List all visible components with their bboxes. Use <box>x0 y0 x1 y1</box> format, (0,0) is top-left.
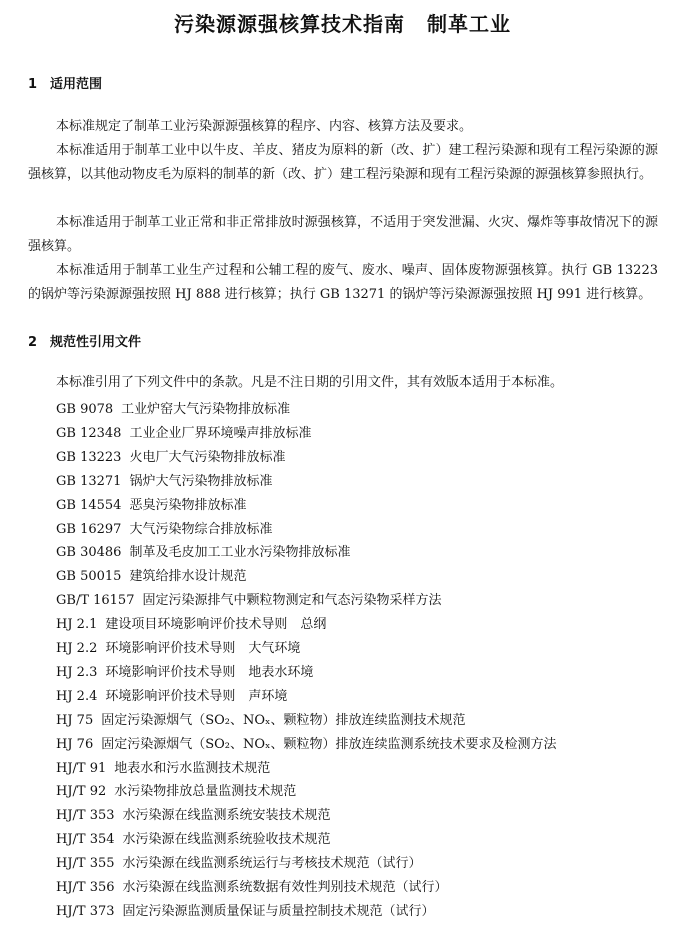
document-title <box>0 8 685 37</box>
reference-item <box>56 422 311 441</box>
reference-item <box>56 804 331 823</box>
reference-item <box>56 685 287 704</box>
reference-item <box>56 541 350 560</box>
reference-item <box>56 900 435 919</box>
reference-code: HJ 75 <box>56 712 94 728</box>
section-1-title: 适用范围 <box>50 77 103 92</box>
reference-item <box>56 876 448 895</box>
reference-code: HJ 2.3 <box>56 664 98 680</box>
reference-item <box>56 733 557 752</box>
reference-title: 水污染源在线监测系统数据有效性判别技术规范（试行） <box>122 880 448 895</box>
reference-title: 恶臭污染物排放标准 <box>129 497 247 513</box>
reference-code: HJ/T 353 <box>56 808 115 824</box>
reference-code: GB 30486 <box>56 545 122 561</box>
reference-code: HJ 76 <box>56 736 94 752</box>
reference-code: HJ 2.4 <box>56 688 98 704</box>
section-2-title: 规范性引用文件 <box>50 335 142 350</box>
reference-title: 固定污染源烟气（SO₂、NOₓ、颗粒物）排放连续监测技术规范 <box>101 712 466 728</box>
reference-item <box>56 852 422 871</box>
section-1-paragraph: 本标准适用于制革工业中以牛皮、羊皮、猪皮为原料的新（改、扩）建工程污染源和现有工程污染源的源强核算，以其他动物皮毛为原料的制革的新（改、扩）建工程污染源和现有工程污染源的源强核算参照执行。 <box>28 143 658 182</box>
reference-code: GB 12348 <box>56 425 122 441</box>
reference-title: 环境影响评价技术导则 声环境 <box>105 688 288 704</box>
reference-item <box>56 757 270 776</box>
reference-code: GB 16297 <box>56 521 122 537</box>
reference-title: 固定污染源烟气（SO₂、NOₓ、颗粒物）排放连续监测系统技术要求及检测方法 <box>101 736 557 752</box>
reference-title: 火电厂大气污染物排放标准 <box>129 449 286 465</box>
reference-code: GB 14554 <box>56 497 122 513</box>
section-1-paragraph: 本标准规定了制革工业污染源源强核算的程序、内容、核算方法及要求。 <box>56 119 473 134</box>
reference-code: HJ/T 91 <box>56 760 107 776</box>
section-1-number: 1 <box>28 77 38 92</box>
reference-title: 环境影响评价技术导则 地表水环境 <box>105 664 314 680</box>
reference-item <box>56 780 296 799</box>
reference-code: GB 13271 <box>56 473 122 489</box>
reference-code: GB/T 16157 <box>56 593 135 609</box>
reference-item <box>56 518 272 537</box>
reference-title: 建设项目环境影响评价技术导则 总纲 <box>105 617 327 633</box>
reference-item <box>56 828 331 847</box>
reference-code: HJ/T 373 <box>56 903 115 919</box>
reference-title: 锅炉大气污染物排放标准 <box>129 473 273 489</box>
reference-title: 工业炉窑大气污染物排放标准 <box>121 402 291 417</box>
reference-title: 建筑给排水设计规范 <box>129 569 247 585</box>
reference-code: GB 9078 <box>56 402 114 417</box>
reference-code: HJ/T 354 <box>56 832 115 848</box>
section-2-heading <box>28 331 141 350</box>
section-2-intro: 本标准引用了下列文件中的条款。凡是不注日期的引用文件，其有效版本适用于本标准。 <box>56 375 564 390</box>
reference-code: GB 13223 <box>56 449 122 465</box>
section-2-number: 2 <box>28 335 38 350</box>
reference-code: GB 50015 <box>56 569 122 585</box>
reference-code: HJ 2.2 <box>56 641 98 656</box>
reference-title: 大气污染物综合排放标准 <box>129 521 273 537</box>
reference-title: 水污染源在线监测系统验收技术规范 <box>122 832 331 848</box>
reference-title: 固定污染源排气中颗粒物测定和气态污染物采样方法 <box>142 593 442 609</box>
reference-item <box>56 565 246 584</box>
reference-item <box>56 398 290 417</box>
reference-title: 水污染物排放总量监测技术规范 <box>114 784 297 800</box>
title-main: 污染源源强核算技术指南 <box>174 12 405 36</box>
reference-code: HJ/T 355 <box>56 856 115 872</box>
reference-item <box>56 661 313 680</box>
reference-item <box>56 637 300 656</box>
reference-item <box>56 709 466 728</box>
reference-title: 环境影响评价技术导则 大气环境 <box>105 641 301 656</box>
reference-title: 制革及毛皮加工工业水污染物排放标准 <box>129 545 351 561</box>
reference-title: 地表水和污水监测技术规范 <box>114 760 271 776</box>
reference-title: 工业企业厂界环境噪声排放标准 <box>129 425 312 441</box>
reference-code: HJ/T 356 <box>56 880 115 895</box>
section-1-paragraph: 本标准适用于制革工业正常和非正常排放时源强核算，不适用于突发泄漏、火灾、爆炸等事故情况下的源强核算。 <box>28 215 658 254</box>
reference-code: HJ/T 92 <box>56 784 107 800</box>
section-1-heading <box>28 73 102 92</box>
reference-item <box>56 470 272 489</box>
reference-title: 水污染源在线监测系统安装技术规范 <box>122 808 331 824</box>
reference-item <box>56 613 326 632</box>
reference-title: 水污染源在线监测系统运行与考核技术规范（试行） <box>122 856 422 872</box>
reference-item <box>56 494 246 513</box>
reference-code: HJ 2.1 <box>56 617 98 633</box>
title-sub: 制革工业 <box>427 12 511 36</box>
section-1-paragraph: 本标准适用于制革工业生产过程和公辅工程的废气、废水、噪声、固体废物源强核算。执行 GB 13223 的锅炉等污染源源强按照 HJ 888 进行核算；执行 GB 13271 的锅炉等污染源源强按照 HJ 991 进行核算。 <box>28 263 658 302</box>
reference-item <box>56 589 442 608</box>
reference-item <box>56 446 285 465</box>
reference-title: 固定污染源监测质量保证与质量控制技术规范（试行） <box>122 903 435 919</box>
